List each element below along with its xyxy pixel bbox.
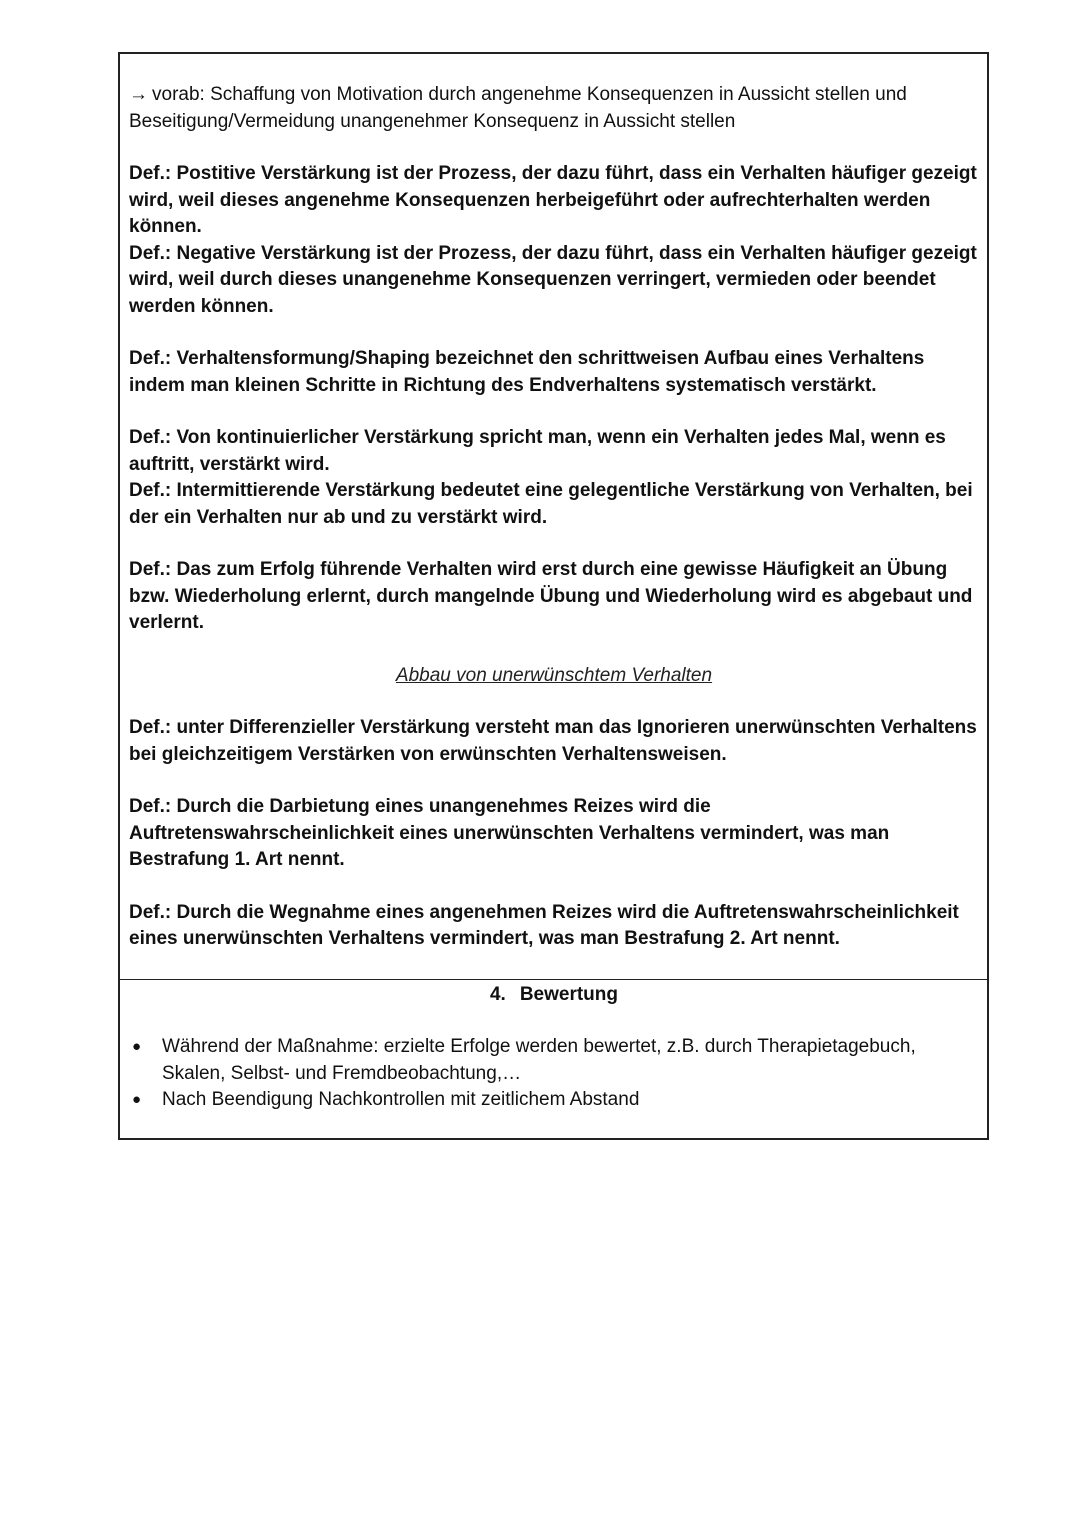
section-title-text: Bewertung — [519, 983, 619, 1005]
list-item — [129, 1034, 979, 1087]
bewertung-section — [120, 980, 987, 1138]
bewertung-list — [129, 1034, 979, 1114]
list-item-text: Nach Beendigung Nachkontrollen mit zeitlichem Abstand — [162, 1089, 640, 1110]
section-number: 4. — [489, 983, 506, 1005]
definition-negative-reinforcement: Def.: Negative Verstärkung ist der Prozess, der dazu führt, dass ein Verhalten häufiger gezeigt wird, weil durch dieses unangenehme Konsequenzen verringert, vermieden oder beendet werden können. — [129, 242, 977, 317]
arrow-right-icon: → — [129, 84, 148, 105]
intro-paragraph — [129, 82, 979, 135]
list-item — [129, 1087, 979, 1114]
definition-intermittent-reinforcement: Def.: Intermittierende Verstärkung bedeutet eine gelegentliche Verstärkung von Verhalten, bei der ein Verhalten nur ab und zu verstärkt wird. — [129, 480, 973, 528]
intro-text: vorab: Schaffung von Motivation durch angenehme Konsequenzen in Aussicht stellen und Beseitigung/Vermeidung unangenehmer Konsequenz in Aussicht stellen — [129, 84, 907, 132]
definition-positive-reinforcement: Def.: Postitive Verstärkung ist der Prozess, der dazu führt, dass ein Verhalten häufiger gezeigt wird, weil dieses angenehme Konsequenzen herbeigeführt oder aufrechterhalten werden können. — [129, 163, 977, 237]
content-box — [118, 52, 989, 1140]
definition-differential-reinforcement: Def.: unter Differenzieller Verstärkung versteht man das Ignorieren unerwünschten Verhaltens bei gleichzeitigem Verstärken von erwünschten Verhaltensweisen. — [129, 717, 977, 765]
verstaerkung-section — [120, 54, 987, 980]
section-title-bewertung — [129, 982, 979, 1009]
list-item-text: Während der Maßnahme: erzielte Erfolge werden bewertet, z.B. durch Therapietagebuch, Skalen, Selbst- und Fremdbeobachtung,… — [162, 1036, 916, 1084]
subheading-abbau: Abbau von unerwünschtem Verhalten — [395, 664, 713, 686]
bullet-icon: ● — [132, 1091, 142, 1108]
bullet-icon: ● — [132, 1038, 142, 1055]
definition-shaping: Def.: Verhaltensformung/Shaping bezeichnet den schrittweisen Aufbau eines Verhaltens indem man kleinen Schritte in Richtung des Endverhaltens systematisch verstärkt. — [129, 348, 925, 396]
definition-continuous-reinforcement: Def.: Von kontinuierlicher Verstärkung spricht man, wenn ein Verhalten jedes Mal, wenn es auftritt, verstärkt wird. — [129, 427, 946, 475]
definition-practice: Def.: Das zum Erfolg führende Verhalten wird erst durch eine gewisse Häufigkeit an Übung bzw. Wiederholung erlernt, durch mangelnde Übung und Wiederholung wird es abgebaut und verlernt. — [129, 559, 973, 633]
definition-punishment-type-2: Def.: Durch die Wegnahme eines angenehmen Reizes wird die Auftretenswahrscheinlichkeit eines unerwünschten Verhaltens vermindert, was man Bestrafung 2. Art nennt. — [129, 901, 959, 949]
definition-punishment-type-1: Def.: Durch die Darbietung eines unangenehmes Reizes wird die Auftretenswahrscheinlichkeit eines unerwünschten Verhaltens vermindert, was man Bestrafung 1. Art nennt. — [129, 796, 890, 870]
